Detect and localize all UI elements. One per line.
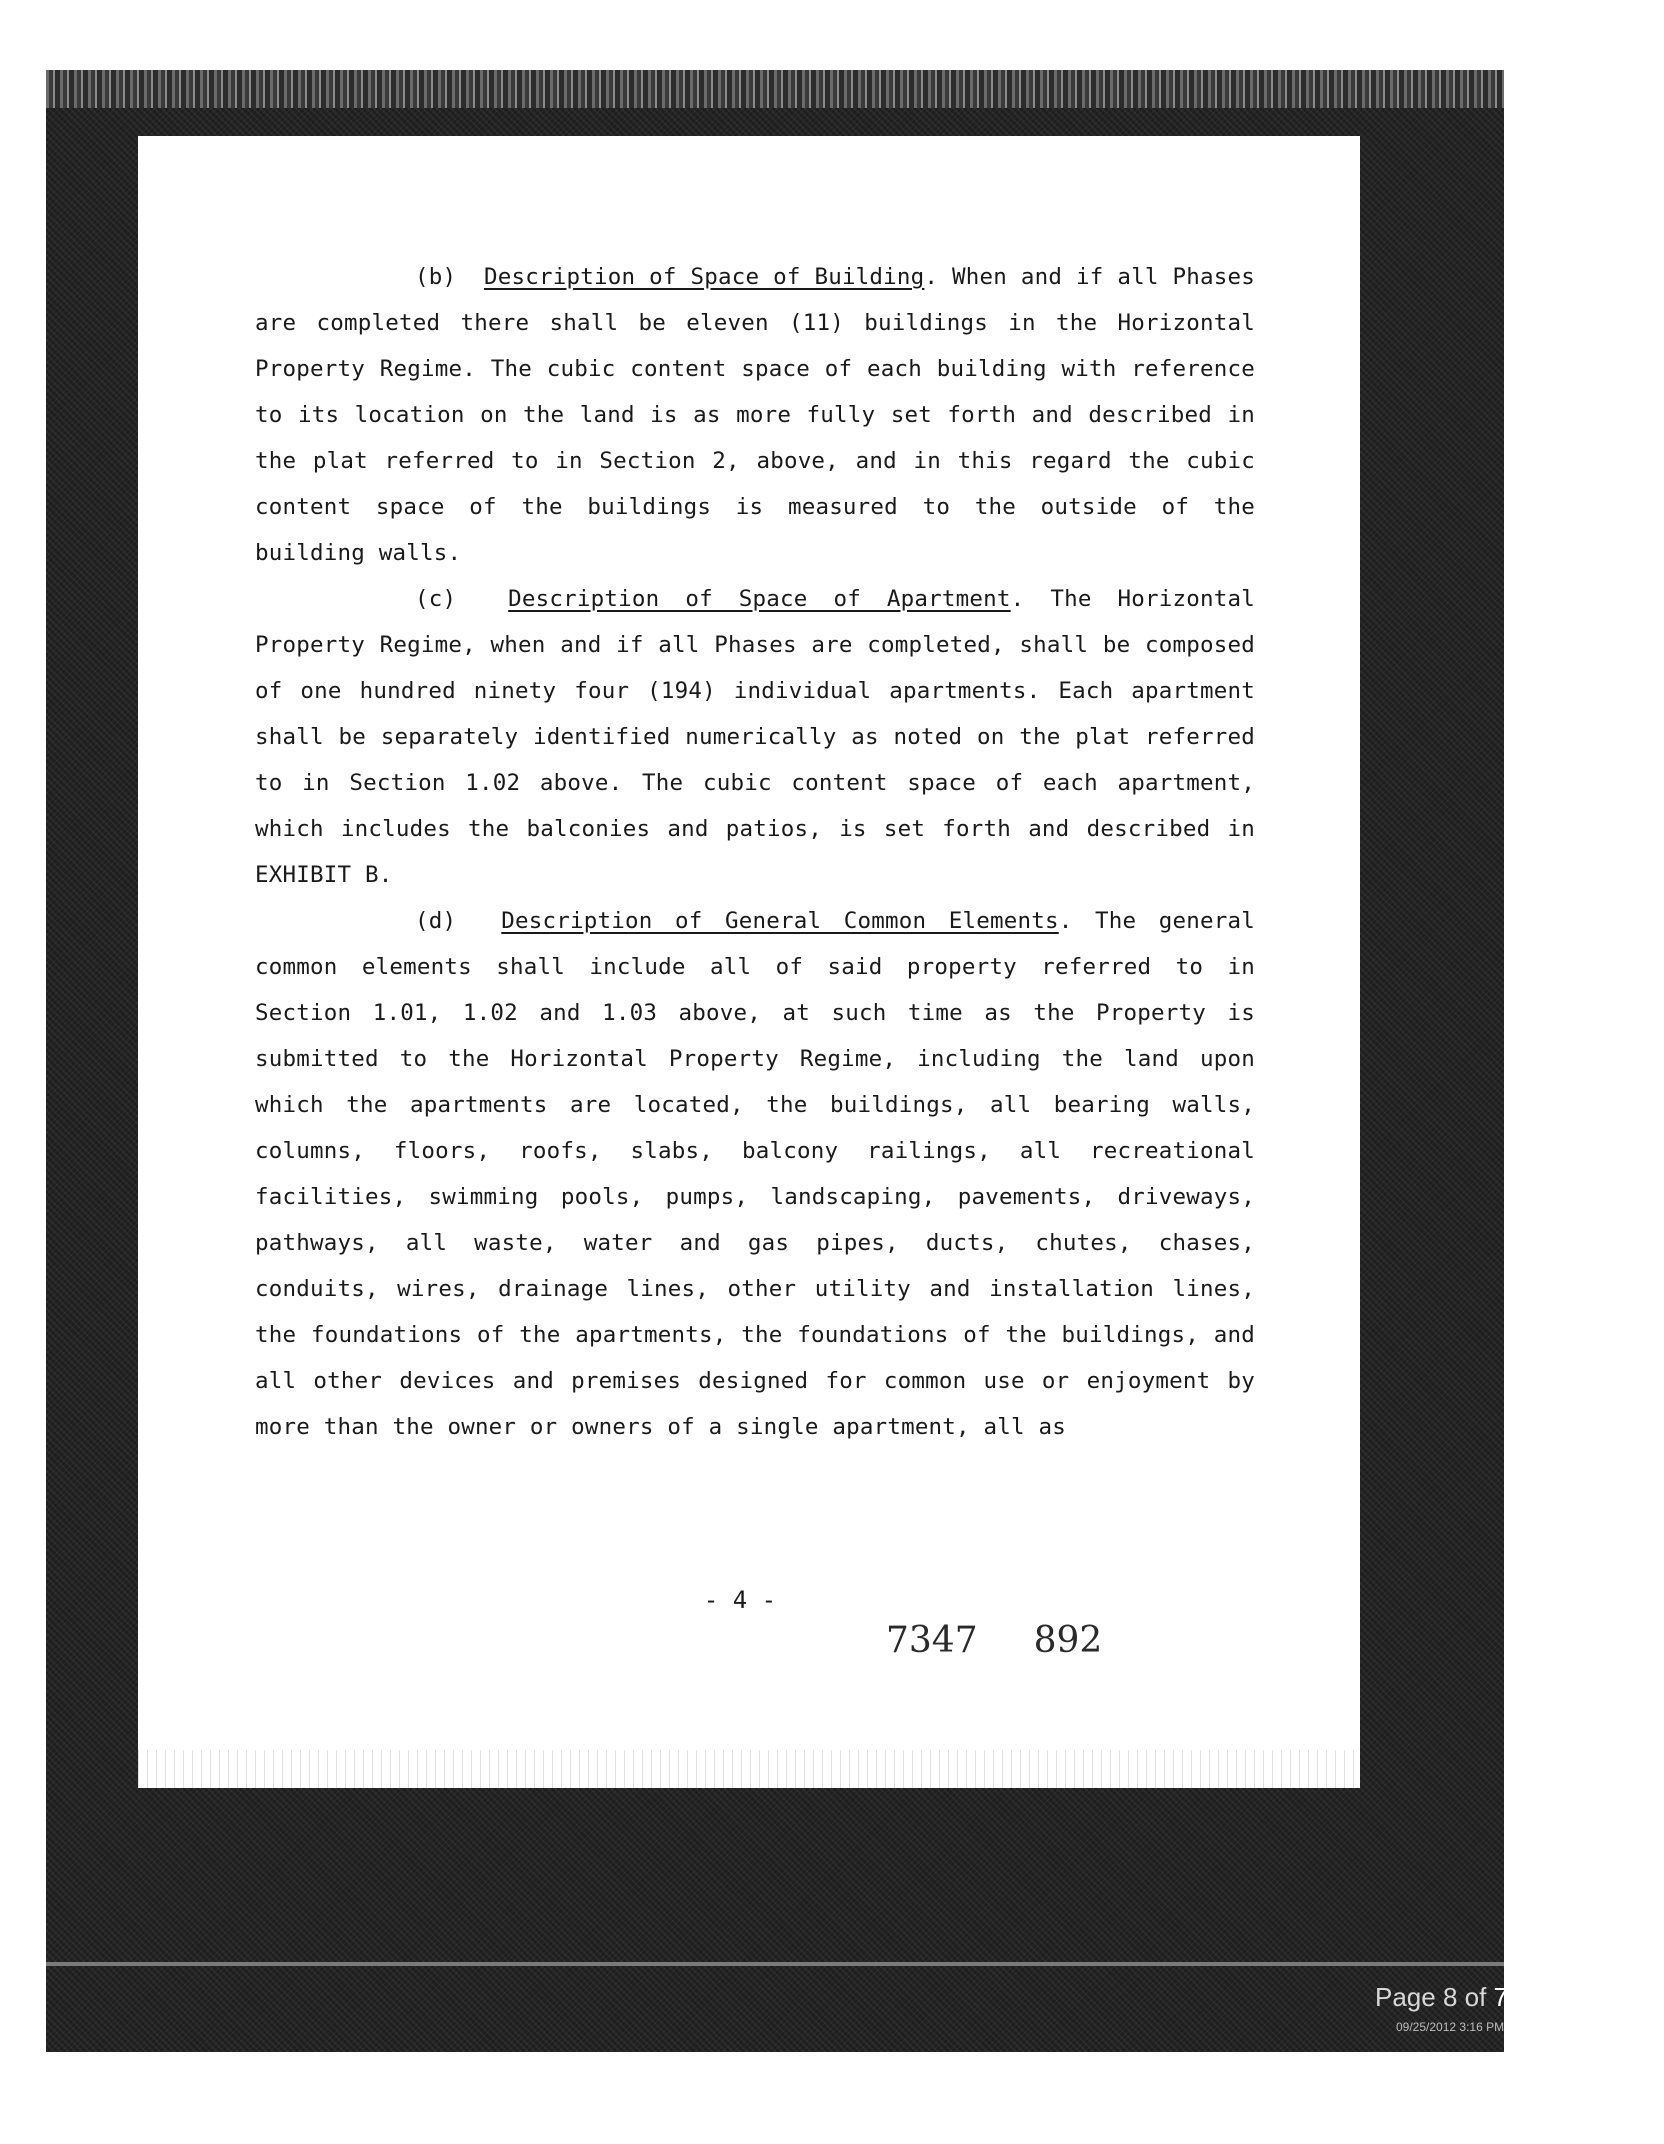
paragraph-c: [255, 576, 1255, 898]
paragraph-text: . The Horizontal Property Regime, when and if all Phases are completed, shall be composed of one hundred ninety four (194) individual apartments. Each apartment shall be separately identified numerically as noted on the plat referred to in Section 1.02 above. The cubic content space of each apartment, which includes the balconies and patios, is set forth and described in EXHIBIT B.: [255, 586, 1255, 888]
recording-stamp: [886, 1620, 1102, 1661]
paragraph-label: (b): [415, 264, 457, 290]
page-counter-total: 70: [1493, 1982, 1523, 2012]
paragraph-label: (d): [415, 908, 457, 934]
paragraph-heading: Description of Space of Apartment: [508, 586, 1011, 612]
print-timestamp: 09/25/2012 3:16 PM: [1396, 2020, 1505, 2034]
paragraph-b: [255, 254, 1255, 576]
paragraph-text: . When and if all Phases are completed there shall be eleven (11) buildings in the Horizontal Property Regime. The cubic content space of each building with reference to its location on the land is as more fully set forth and described in the plat referred to in Section 2, above, and in this regard the cubic content space of the buildings is measured to the outside of the building walls.: [255, 264, 1255, 566]
paragraph-text: . The general common elements shall include all of said property referred to in Section 1.01, 1.02 and 1.03 above, at such time as the Property is submitted to the Horizontal Property Regime, including the land upon which the apartments are located, the buildings, all bearing walls, columns, floors, roofs, slabs, balcony railings, all recreational facilities, swimming pools, pumps, landscaping, pavements, driveways, pathways, all waste, water and gas pipes, ducts, chutes, chases, conduits, wires, drainage lines, other utility and installation lines, the foundations of the apartments, the foundations of the buildings, and all other devices and premises designed for common use or enjoyment by more than the owner or owners of a single apartment, all as: [255, 908, 1255, 1440]
paragraph-heading: Description of General Common Elements: [501, 908, 1059, 934]
paragraph-heading: Description of Space of Building: [484, 264, 925, 290]
recording-book-number: 7347: [886, 1620, 978, 1661]
page-number: - 4 -: [703, 1586, 777, 1614]
document-body: [255, 254, 1255, 1450]
recording-page-number: 892: [1033, 1620, 1103, 1661]
page-counter-label: Page 8 of: [1375, 1982, 1487, 2012]
scan-noise: [138, 1750, 1360, 1788]
scan-bottom-rule: [46, 1962, 1504, 1966]
paragraph-d: [255, 898, 1255, 1450]
scan-top-band: [46, 70, 1504, 108]
page-counter: [1375, 1982, 1522, 2013]
paragraph-label: (c): [415, 586, 457, 612]
